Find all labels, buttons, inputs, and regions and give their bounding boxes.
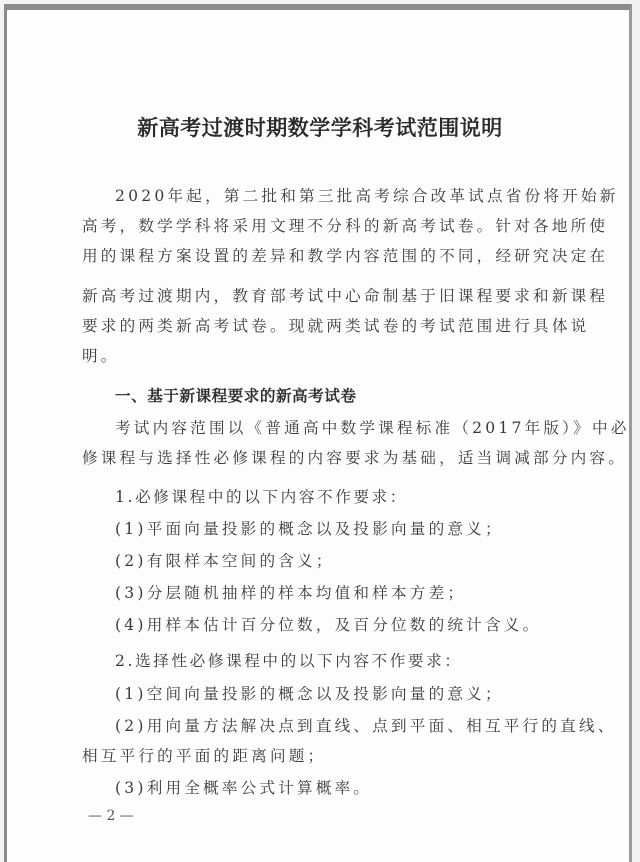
intro-line: 明。	[82, 347, 120, 365]
intro-line: 用的课程方案设置的差异和教学内容范围的不同，经研究决定在	[82, 247, 609, 265]
page-number: — 2 —	[88, 808, 134, 824]
list-item-continuation: 相互平行的平面的距离问题；	[82, 747, 327, 765]
section-heading: 一、基于新课程要求的新高考试卷	[115, 387, 357, 405]
part1-heading: 1.必修课程中的以下内容不作要求：	[115, 488, 408, 506]
section-intro-line: 修课程与选择性必修课程的内容要求为基础，适当调减部分内容。	[82, 449, 628, 467]
list-item: (3)利用全概率公式计算概率。	[115, 779, 373, 797]
intro-line: 新高考过渡期内，教育部考试中心命制基于旧课程要求和新课程	[82, 287, 609, 305]
list-item: (2)用向量方法解决点到直线、点到平面、相互平行的直线、	[115, 717, 617, 735]
list-item: (3)分层随机抽样的样本均值和样本方差；	[115, 584, 467, 602]
list-item: (2)有限样本空间的含义；	[115, 552, 335, 570]
intro-line: 要求的两类新高考试卷。现就两类试卷的考试范围进行具体说	[82, 317, 590, 335]
intro-line: 高考，数学学科将采用文理不分科的新高考试卷。针对各地所使	[82, 217, 609, 235]
section-intro-line: 考试内容范围以《普通高中数学课程标准（2017年版）》中必	[115, 419, 630, 437]
part2-heading: 2.选择性必修课程中的以下内容不作要求：	[115, 652, 463, 670]
list-item: (1)空间向量投影的概念以及投影向量的意义；	[115, 685, 504, 703]
document-title: 新高考过渡时期数学学科考试范围说明	[137, 116, 503, 140]
intro-line: 2020年起，第二批和第三批高考综合改革试点省份将开始新	[115, 187, 619, 205]
list-item: (1)平面向量投影的概念以及投影向量的意义；	[115, 520, 504, 538]
list-item: (4)用样本估计百分位数，及百分位数的统计含义。	[115, 616, 542, 634]
